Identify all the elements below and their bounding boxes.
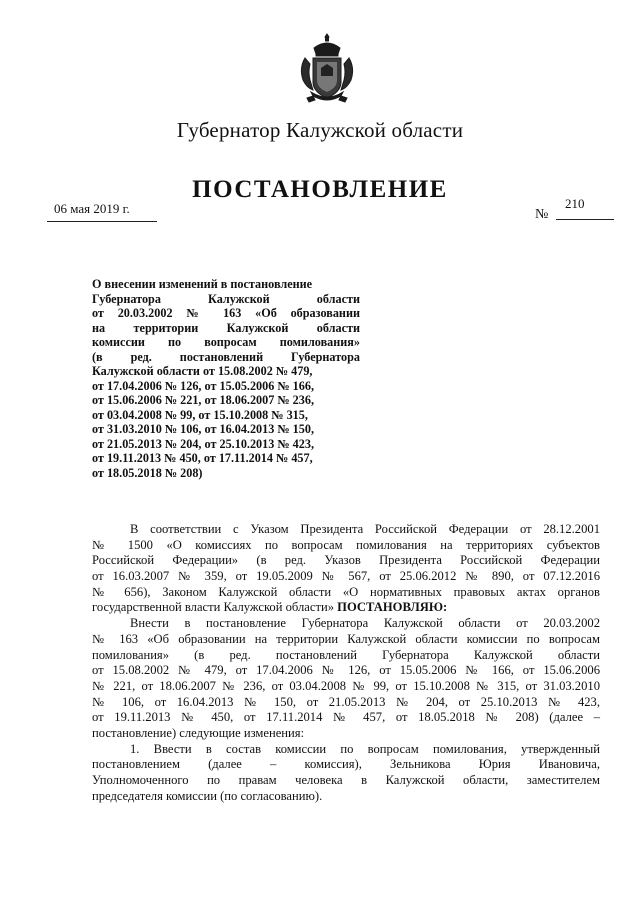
- body-line: № 163 «Об образовании на территории Калужской области комиссии по вопросам: [92, 631, 600, 646]
- body-line: Внести в постановление Губернатора Калужской области от 20.03.2002: [130, 616, 600, 631]
- document-body: [92, 522, 600, 804]
- body-line: В соответствии с Указом Президента Российской Федерации от 28.12.2001: [130, 522, 600, 536]
- body-line: Российской Федерации» (в ред. Указов Президента Российской Федерации: [92, 553, 600, 568]
- title-line: (в ред. постановлений Губернатора: [92, 349, 360, 364]
- title-line: от 21.05.2013 № 204, от 25.10.2013 № 423,: [92, 436, 315, 451]
- document-type-heading: ПОСТАНОВЛЕНИЕ: [192, 176, 448, 203]
- body-line: № 1500 «О комиссиях по вопросам помилования на территориях субъектов: [92, 537, 600, 552]
- body-line: Уполномоченного по правам человека в Калужской области, заместителем: [92, 773, 600, 787]
- body-line: от 19.11.2013 № 450, от 17.11.2014 № 457, от 18.05.2018 № 208) (далее –: [92, 710, 600, 725]
- document-date: 06 мая 2019 г.: [54, 201, 130, 216]
- title-line: от 20.03.2002 № 163 «Об образовании: [92, 306, 360, 320]
- body-line: помилования» (в ред. постановлений Губернатора Калужской области: [92, 647, 600, 662]
- title-line: на территории Калужской области: [92, 320, 360, 335]
- body-line: № 221, от 18.06.2007 № 236, от 03.04.2008 № 99, от 15.10.2008 № 315, от 31.03.2010: [92, 678, 600, 693]
- title-line: от 03.04.2008 № 99, от 15.10.2008 № 315,: [92, 407, 308, 422]
- number-underline: [556, 219, 614, 220]
- title-line: от 18.05.2018 № 208): [92, 465, 203, 480]
- document-title: [92, 277, 360, 480]
- title-line: от 19.11.2013 № 450, от 17.11.2014 № 457,: [92, 451, 313, 465]
- title-line: от 15.06.2006 № 221, от 18.06.2007 № 236,: [92, 393, 315, 407]
- title-line: от 17.04.2006 № 126, от 15.05.2006 № 166,: [92, 378, 315, 393]
- body-line: от 15.08.2002 № 479, от 17.04.2006 № 126, от 15.05.2006 № 166, от 15.06.2006: [92, 663, 600, 678]
- body-line: постановление) следующие изменения:: [92, 725, 305, 740]
- body-line: 1. Ввести в состав комиссии по вопросам помилования, утвержденный: [130, 741, 600, 756]
- issuing-authority: Губернатор Калужской области: [176, 118, 464, 142]
- body-line-text: государственной власти Калужской области»: [92, 600, 335, 615]
- body-line: № 106, от 16.04.2013 № 150, от 21.05.2013 № 204, от 25.10.2013 № 423,: [92, 694, 600, 709]
- body-line: председателя комиссии (по согласованию).: [92, 788, 323, 803]
- coat-of-arms-icon: [297, 32, 357, 104]
- body-line: от 16.03.2007 № 359, от 19.05.2009 № 567, от 25.06.2012 № 890, от 07.12.2016: [92, 569, 600, 584]
- document-number: 210: [565, 196, 585, 211]
- body-line: [92, 600, 600, 616]
- title-line: О внесении изменений в постановление: [92, 277, 313, 291]
- body-line: постановлением (далее – комиссия), Зельникова Юрия Ивановича,: [92, 757, 600, 772]
- body-line: № 656), Законом Калужской области «О нормативных правовых актах органов: [92, 584, 600, 599]
- title-line: комиссии по вопросам помилования»: [92, 335, 360, 349]
- title-line: от 31.03.2010 № 106, от 16.04.2013 № 150,: [92, 422, 315, 436]
- date-underline: [47, 221, 157, 222]
- title-line: Калужской области от 15.08.2002 № 479,: [92, 364, 313, 378]
- title-line: Губернатора Калужской области: [92, 291, 360, 306]
- resolve-keyword: ПОСТАНОВЛЯЮ:: [337, 600, 448, 615]
- number-sign: №: [535, 207, 549, 222]
